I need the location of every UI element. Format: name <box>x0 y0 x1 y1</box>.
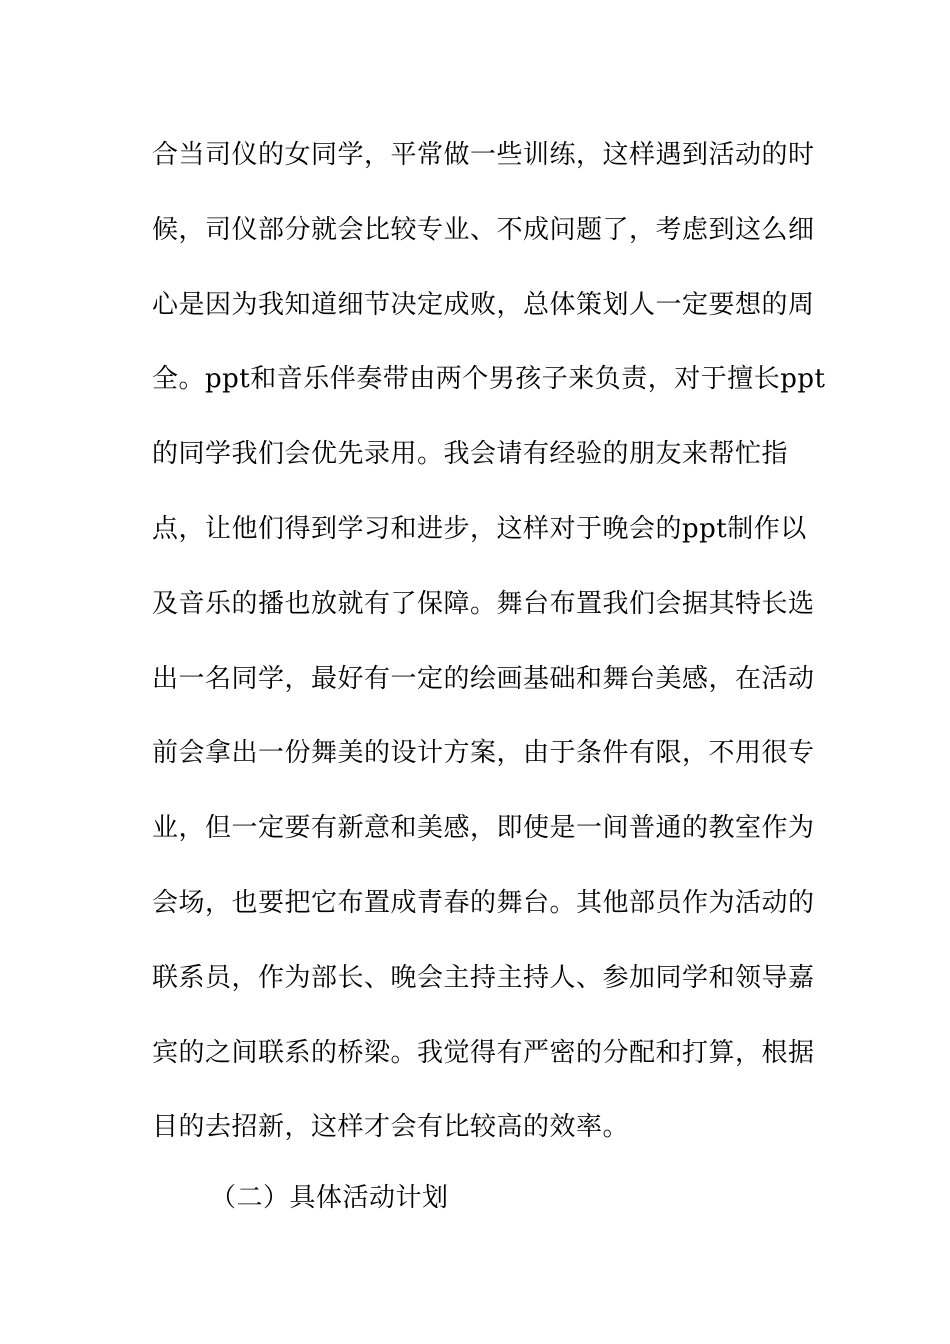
text-line: 会场，也要把它布置成青春的舞台。其他部员作为活动的 <box>152 887 815 918</box>
text-line: 候，司仪部分就会比较专业、不成问题了，考虑到这么细 <box>152 214 815 245</box>
text-line: 前会拿出一份舞美的设计方案，由于条件有限，不用很专 <box>152 738 815 769</box>
text-line: 合当司仪的女同学，平常做一些训练，这样遇到活动的时 <box>152 140 815 170</box>
text-line: 宾的之间联系的桥梁。我觉得有严密的分配和打算，根据 <box>152 1037 815 1068</box>
body-text <box>152 133 826 1180</box>
text-line: 及音乐的播也放就有了保障。舞台布置我们会据其特长选 <box>152 588 815 619</box>
section-heading: （二）具体活动计划 <box>210 1183 449 1213</box>
text-line: 出一名同学，最好有一定的绘画基础和舞台美感，在活动 <box>152 663 815 694</box>
text-line: 点，让他们得到学习和进步，这样对于晚会的ppt制作以 <box>152 513 807 544</box>
text-line: 目的去招新，这样才会有比较高的效率。 <box>152 1112 630 1143</box>
text-line: 心是因为我知道细节决定成败，总体策划人一定要想的周 <box>152 289 815 320</box>
text-line: 全。ppt和音乐伴奏带由两个男孩子来负责，对于擅长ppt <box>152 364 826 395</box>
text-line: 业，但一定要有新意和美感，即使是一间普通的教室作为 <box>152 813 815 844</box>
text-line: 联系员，作为部长、晚会主持主持人、参加同学和领导嘉 <box>152 962 815 993</box>
text-line: 的同学我们会优先录用。我会请有经验的朋友来帮忙指 <box>152 439 789 470</box>
